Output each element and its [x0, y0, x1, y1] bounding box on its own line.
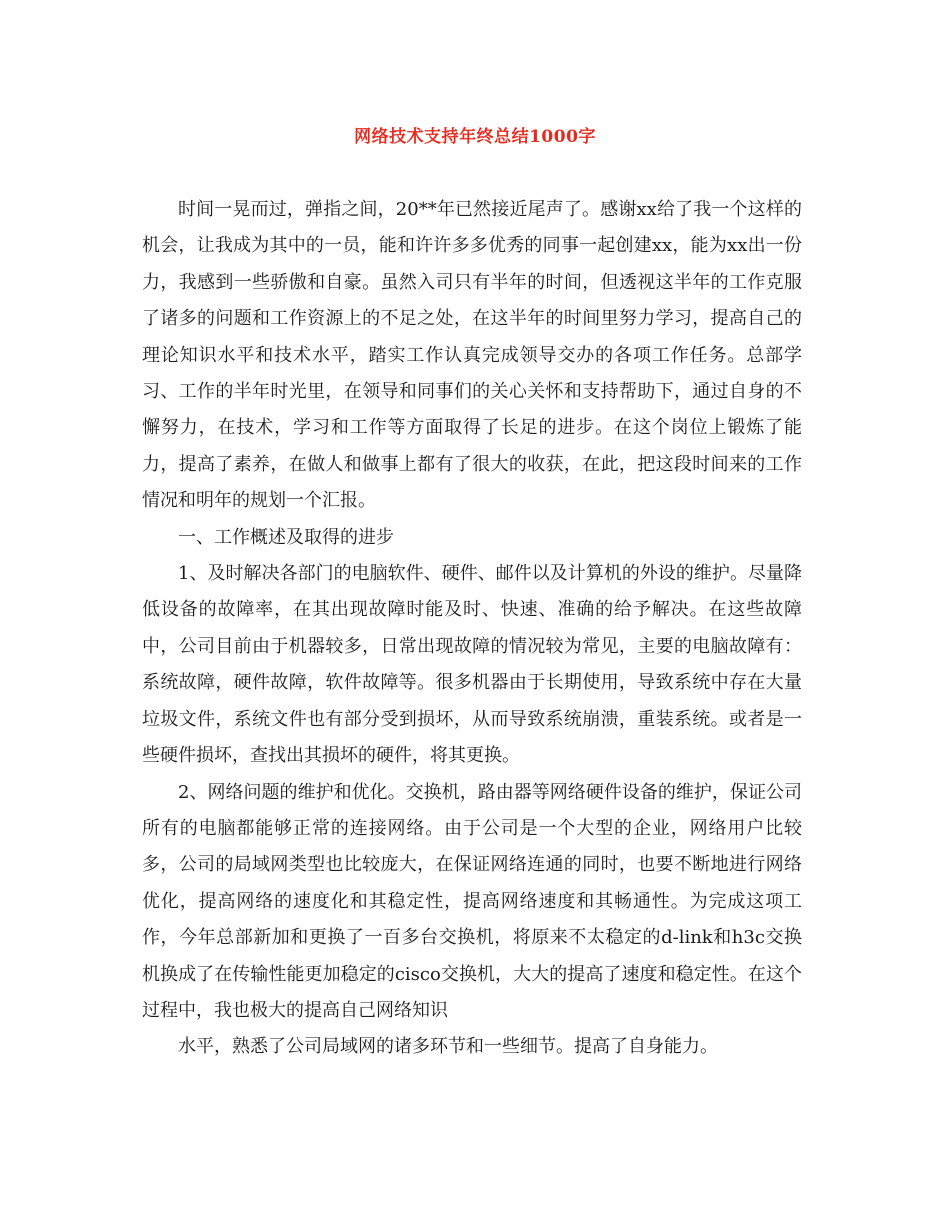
paragraph-item-2: 2、网络问题的维护和优化。交换机，路由器等网络硬件设备的维护，保证公司所有的电脑都能够正常的连接网络。由于公司是一个大型的企业，网络用户比较多，公司的局域网类型也比较庞大，在保证网络连通的同时，也要不断地进行网络优化，提高网络的速度化和其稳定性，提高网络速度和其畅通性。为完成这项工作，今年总部新加和更换了一百多台交换机，将原来不太稳定的d-link和h3c交换机换成了在传输性能更加稳定的cisco交换机，大大的提高了速度和稳定性。在这个过程中，我也极大的提高自己网络知识 — [142, 781, 802, 1021]
paragraph-continuation: 水平，熟悉了公司局域网的诸多环节和一些细节。提高了自身能力。 — [178, 1036, 718, 1058]
paragraph-item-1: 1、及时解决各部门的电脑软件、硬件、邮件以及计算机的外设的维护。尽量降低设备的故障率，在其出现故障时能及时、快速、准确的给予解决。在这些故障中，公司目前由于机器较多，日常出现故障的情况较为常见，主要的电脑故障有：系统故障，硬件故障，软件故障等。很多机器由于长期使用，导致系统中存在大量垃圾文件，系统文件也有部分受到损坏，从而导致系统崩溃，重装系统。或者是一些硬件损坏，查找出其损坏的硬件，将其更换。 — [142, 563, 802, 767]
document-title: 网络技术支持年终总结1000字 — [354, 127, 596, 147]
paragraph-intro: 时间一晃而过，弹指之间，20**年已然接近尾声了。感谢xx给了我一个这样的机会，让我成为其中的一员，能和许许多多优秀的同事一起创建xx，能为xx出一份力，我感到一些骄傲和自豪。虽然入司只有半年的时间，但透视这半年的工作克服了诸多的问题和工作资源上的不足之处，在这半年的时间里努力学习，提高自己的理论知识水平和技术水平，踏实工作认真完成领导交办的各项工作任务。总部学习、工作的半年时光里，在领导和同事们的关心关怀和支持帮助下，通过自身的不懈努力，在技术，学习和工作等方面取得了长足的进步。在这个岗位上锻炼了能力，提高了素养，在做人和做事上都有了很大的收获，在此，把这段时间来的工作情况和明年的规划一个汇报。 — [142, 199, 802, 512]
document-body — [142, 192, 802, 1066]
section-heading-1: 一、工作概述及取得的进步 — [178, 526, 394, 548]
